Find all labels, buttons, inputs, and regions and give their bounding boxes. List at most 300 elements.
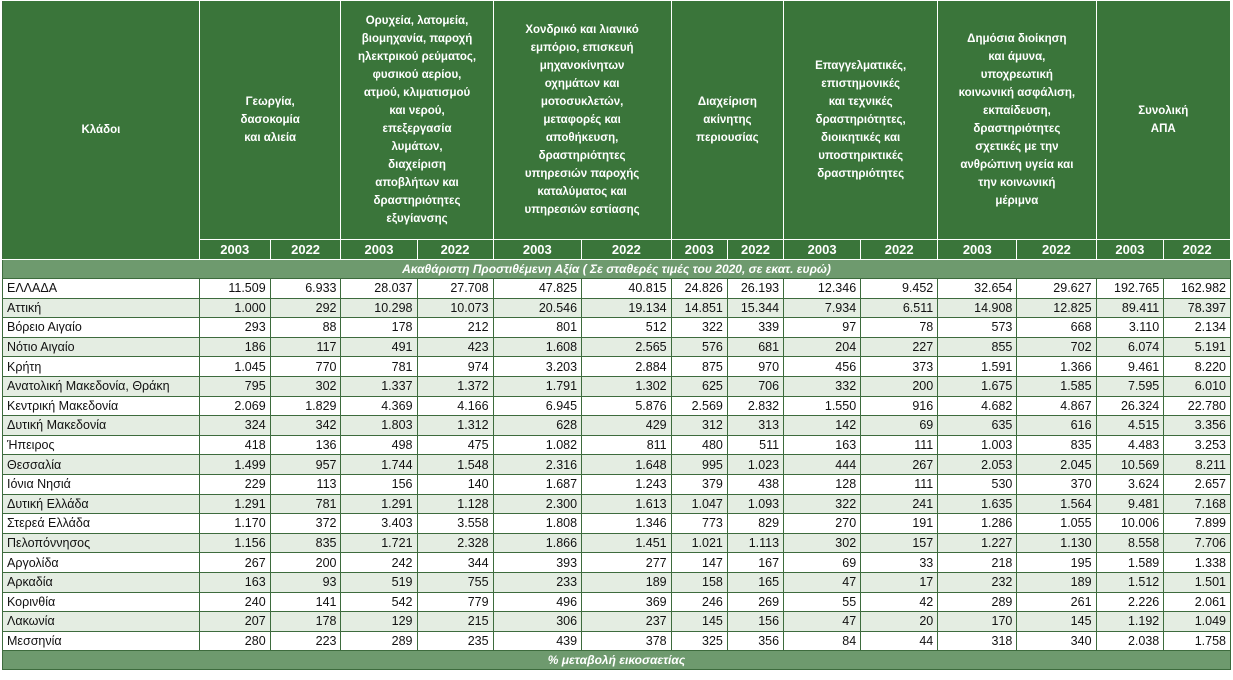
- value-cell: 157: [861, 533, 938, 553]
- table-row: [3, 298, 1231, 318]
- year-header: 2003: [671, 240, 727, 260]
- value-cell: 111: [861, 435, 938, 455]
- value-cell: 47: [784, 572, 861, 592]
- value-cell: 223: [270, 631, 341, 651]
- value-cell: 635: [938, 416, 1017, 436]
- band-title: Ακαθάριστη Προστιθέμενη Αξία ( Σε σταθερές τιμές του 2020, σε εκατ. ευρώ): [3, 260, 1231, 279]
- value-cell: 189: [582, 572, 672, 592]
- value-cell: 1.613: [582, 494, 672, 514]
- value-cell: 511: [727, 435, 783, 455]
- value-cell: 19.134: [582, 298, 672, 318]
- value-cell: 10.073: [417, 298, 493, 318]
- year-header: 2003: [341, 240, 417, 260]
- value-cell: 145: [671, 612, 727, 632]
- value-cell: 829: [727, 514, 783, 534]
- value-cell: 1.675: [938, 376, 1017, 396]
- value-cell: 342: [270, 416, 341, 436]
- table-row: [3, 592, 1231, 612]
- region-name: Δυτική Μακεδονία: [3, 416, 200, 436]
- value-cell: 801: [493, 318, 582, 338]
- value-cell: 12.346: [784, 279, 861, 299]
- value-cell: 811: [582, 435, 672, 455]
- value-cell: 15.344: [727, 298, 783, 318]
- region-name: Νότιο Αιγαίο: [3, 337, 200, 357]
- value-cell: 325: [671, 631, 727, 651]
- value-cell: 156: [341, 474, 417, 494]
- value-cell: 916: [861, 396, 938, 416]
- value-cell: 438: [727, 474, 783, 494]
- value-cell: 163: [784, 435, 861, 455]
- value-cell: 33: [861, 553, 938, 573]
- value-cell: 302: [784, 533, 861, 553]
- value-cell: 84: [784, 631, 861, 651]
- value-cell: 6.010: [1164, 376, 1231, 396]
- header-real-estate: Διαχείριση ακίνητης περιουσίας: [671, 1, 783, 240]
- year-header: 2022: [417, 240, 493, 260]
- value-cell: 8.558: [1096, 533, 1164, 553]
- value-cell: 1.000: [199, 298, 270, 318]
- year-header: 2022: [1164, 240, 1231, 260]
- value-cell: 8.211: [1164, 455, 1231, 475]
- value-cell: 192.765: [1096, 279, 1164, 299]
- region-name: Πελοπόννησος: [3, 533, 200, 553]
- value-cell: 681: [727, 337, 783, 357]
- table-row: [3, 455, 1231, 475]
- value-cell: 44: [861, 631, 938, 651]
- value-cell: 292: [270, 298, 341, 318]
- value-cell: 200: [270, 553, 341, 573]
- value-cell: 418: [199, 435, 270, 455]
- value-cell: 475: [417, 435, 493, 455]
- value-cell: 1.829: [270, 396, 341, 416]
- value-cell: 156: [727, 612, 783, 632]
- value-cell: 204: [784, 337, 861, 357]
- value-cell: 3.403: [341, 514, 417, 534]
- table-row: [3, 376, 1231, 396]
- value-cell: 1.312: [417, 416, 493, 436]
- table-row: [3, 416, 1231, 436]
- value-cell: 136: [270, 435, 341, 455]
- value-cell: 625: [671, 376, 727, 396]
- region-name: Δυτική Ελλάδα: [3, 494, 200, 514]
- header-industry: Ορυχεία, λατομεία, βιομηχανία, παροχή ηλεκτρικού ρεύματος, φυσικού αερίου, ατμού, κλιματισμού και νερού, επεξεργασία λυμάτων, διαχείριση αποβλήτων και δραστηριότητες εξυγίανσης: [341, 1, 493, 240]
- value-cell: 423: [417, 337, 493, 357]
- header-public: Δημόσια διοίκηση και άμυνα, υποχρεωτική κοινωνική ασφάλιση, εκπαίδευση, δραστηριότητες σχετικές με την ανθρώπινη υγεία και την κοινωνική μέριμνα: [938, 1, 1096, 240]
- region-name: Στερεά Ελλάδα: [3, 514, 200, 534]
- value-cell: 162.982: [1164, 279, 1231, 299]
- value-cell: 322: [671, 318, 727, 338]
- value-cell: 14.908: [938, 298, 1017, 318]
- value-cell: 78: [861, 318, 938, 338]
- table-row: [3, 631, 1231, 651]
- value-cell: 781: [270, 494, 341, 514]
- value-cell: 974: [417, 357, 493, 377]
- value-cell: 1.635: [938, 494, 1017, 514]
- value-cell: 393: [493, 553, 582, 573]
- value-cell: 186: [199, 337, 270, 357]
- region-name: Κρήτη: [3, 357, 200, 377]
- value-cell: 195: [1017, 553, 1096, 573]
- value-cell: 3.110: [1096, 318, 1164, 338]
- value-cell: 1.130: [1017, 533, 1096, 553]
- value-cell: 145: [1017, 612, 1096, 632]
- value-cell: 280: [199, 631, 270, 651]
- value-cell: 530: [938, 474, 1017, 494]
- value-cell: 17: [861, 572, 938, 592]
- value-cell: 1.585: [1017, 376, 1096, 396]
- value-cell: 2.316: [493, 455, 582, 475]
- value-cell: 3.624: [1096, 474, 1164, 494]
- table-row: [3, 514, 1231, 534]
- footer-band-title: % μεταβολή εικοσαετίας: [3, 651, 1231, 670]
- value-cell: 47: [784, 612, 861, 632]
- value-cell: 1.021: [671, 533, 727, 553]
- value-cell: 47.825: [493, 279, 582, 299]
- value-cell: 1.501: [1164, 572, 1231, 592]
- value-cell: 444: [784, 455, 861, 475]
- table-row: [3, 553, 1231, 573]
- value-cell: 1.346: [582, 514, 672, 534]
- value-cell: 668: [1017, 318, 1096, 338]
- year-header: 2003: [1096, 240, 1164, 260]
- value-cell: 14.851: [671, 298, 727, 318]
- value-cell: 141: [270, 592, 341, 612]
- value-cell: 24.826: [671, 279, 727, 299]
- value-cell: 313: [727, 416, 783, 436]
- value-cell: 1.093: [727, 494, 783, 514]
- value-cell: 267: [861, 455, 938, 475]
- value-cell: 2.061: [1164, 592, 1231, 612]
- value-cell: 7.934: [784, 298, 861, 318]
- value-cell: 356: [727, 631, 783, 651]
- value-cell: 5.876: [582, 396, 672, 416]
- value-cell: 995: [671, 455, 727, 475]
- value-cell: 1.243: [582, 474, 672, 494]
- value-cell: 229: [199, 474, 270, 494]
- year-header: 2022: [727, 240, 783, 260]
- value-cell: 322: [784, 494, 861, 514]
- value-cell: 170: [938, 612, 1017, 632]
- value-cell: 32.654: [938, 279, 1017, 299]
- value-cell: 117: [270, 337, 341, 357]
- table-row: [3, 435, 1231, 455]
- value-cell: 165: [727, 572, 783, 592]
- value-cell: 128: [784, 474, 861, 494]
- year-header: 2022: [861, 240, 938, 260]
- region-name: Λακωνία: [3, 612, 200, 632]
- table-row: [3, 612, 1231, 632]
- value-cell: 702: [1017, 337, 1096, 357]
- value-cell: 2.569: [671, 396, 727, 416]
- value-cell: 200: [861, 376, 938, 396]
- value-cell: 242: [341, 553, 417, 573]
- value-cell: 378: [582, 631, 672, 651]
- value-cell: 289: [938, 592, 1017, 612]
- value-cell: 332: [784, 376, 861, 396]
- value-cell: 1.721: [341, 533, 417, 553]
- value-cell: 370: [1017, 474, 1096, 494]
- value-cell: 480: [671, 435, 727, 455]
- value-cell: 491: [341, 337, 417, 357]
- value-cell: 55: [784, 592, 861, 612]
- value-cell: 1.286: [938, 514, 1017, 534]
- value-cell: 835: [270, 533, 341, 553]
- value-cell: 379: [671, 474, 727, 494]
- value-cell: 129: [341, 612, 417, 632]
- value-cell: 111: [861, 474, 938, 494]
- header-professional: Επαγγελματικές, επιστημονικές και τεχνικές δραστηριότητες, διοικητικές και υποστηρικτικές δραστηριότητες: [784, 1, 938, 240]
- year-header: 2022: [582, 240, 672, 260]
- value-cell: 1.156: [199, 533, 270, 553]
- value-cell: 340: [1017, 631, 1096, 651]
- value-cell: 167: [727, 553, 783, 573]
- value-cell: 4.515: [1096, 416, 1164, 436]
- value-cell: 2.069: [199, 396, 270, 416]
- value-cell: 277: [582, 553, 672, 573]
- value-cell: 212: [417, 318, 493, 338]
- value-cell: 1.451: [582, 533, 672, 553]
- value-cell: 4.867: [1017, 396, 1096, 416]
- value-cell: 1.648: [582, 455, 672, 475]
- table-row: [3, 337, 1231, 357]
- value-cell: 2.038: [1096, 631, 1164, 651]
- value-cell: 235: [417, 631, 493, 651]
- table-row: [3, 279, 1231, 299]
- value-cell: 26.324: [1096, 396, 1164, 416]
- value-cell: 140: [417, 474, 493, 494]
- value-cell: 6.933: [270, 279, 341, 299]
- value-cell: 1.055: [1017, 514, 1096, 534]
- region-name: Βόρειο Αιγαίο: [3, 318, 200, 338]
- value-cell: 1.866: [493, 533, 582, 553]
- value-cell: 770: [270, 357, 341, 377]
- value-cell: 189: [1017, 572, 1096, 592]
- table-row: [3, 357, 1231, 377]
- value-cell: 1.550: [784, 396, 861, 416]
- value-cell: 20: [861, 612, 938, 632]
- value-cell: 6.074: [1096, 337, 1164, 357]
- value-cell: 5.191: [1164, 337, 1231, 357]
- value-cell: 957: [270, 455, 341, 475]
- value-cell: 318: [938, 631, 1017, 651]
- value-cell: 795: [199, 376, 270, 396]
- value-cell: 542: [341, 592, 417, 612]
- value-cell: 6.511: [861, 298, 938, 318]
- value-cell: 496: [493, 592, 582, 612]
- value-cell: 142: [784, 416, 861, 436]
- value-cell: 7.595: [1096, 376, 1164, 396]
- value-cell: 875: [671, 357, 727, 377]
- value-cell: 755: [417, 572, 493, 592]
- region-name: Κορινθία: [3, 592, 200, 612]
- value-cell: 706: [727, 376, 783, 396]
- value-cell: 10.006: [1096, 514, 1164, 534]
- value-cell: 218: [938, 553, 1017, 573]
- value-cell: 227: [861, 337, 938, 357]
- value-cell: 3.356: [1164, 416, 1231, 436]
- region-name: Κεντρική Μακεδονία: [3, 396, 200, 416]
- region-name: Ήπειρος: [3, 435, 200, 455]
- value-cell: 233: [493, 572, 582, 592]
- region-name: ΕΛΛΑΔΑ: [3, 279, 200, 299]
- header-trade: Χονδρικό και λιανικό εμπόριο, επισκευή μηχανοκίνητων οχημάτων και μοτοσυκλετών, μεταφορές και αποθήκευση, δραστηριότητες υπηρεσιών παροχής καταλύματος και υπηρεσιών εστίασης: [493, 1, 671, 240]
- value-cell: 237: [582, 612, 672, 632]
- value-cell: 439: [493, 631, 582, 651]
- value-cell: 835: [1017, 435, 1096, 455]
- value-cell: 4.166: [417, 396, 493, 416]
- value-cell: 1.338: [1164, 553, 1231, 573]
- value-cell: 1.291: [199, 494, 270, 514]
- table-row: [3, 533, 1231, 553]
- value-cell: 289: [341, 631, 417, 651]
- value-cell: 1.758: [1164, 631, 1231, 651]
- table-row: [3, 494, 1231, 514]
- value-cell: 113: [270, 474, 341, 494]
- value-cell: 1.808: [493, 514, 582, 534]
- value-cell: 1.113: [727, 533, 783, 553]
- value-cell: 1.047: [671, 494, 727, 514]
- value-cell: 1.499: [199, 455, 270, 475]
- value-cell: 1.591: [938, 357, 1017, 377]
- table-row: [3, 572, 1231, 592]
- value-cell: 1.589: [1096, 553, 1164, 573]
- value-cell: 26.193: [727, 279, 783, 299]
- value-cell: 191: [861, 514, 938, 534]
- value-cell: 178: [270, 612, 341, 632]
- value-cell: 158: [671, 572, 727, 592]
- gva-table: [2, 0, 1231, 670]
- value-cell: 40.815: [582, 279, 672, 299]
- value-cell: 3.253: [1164, 435, 1231, 455]
- value-cell: 88: [270, 318, 341, 338]
- value-cell: 373: [861, 357, 938, 377]
- value-cell: 9.452: [861, 279, 938, 299]
- region-name: Μεσσηνία: [3, 631, 200, 651]
- value-cell: 267: [199, 553, 270, 573]
- value-cell: 3.203: [493, 357, 582, 377]
- year-header: 2003: [199, 240, 270, 260]
- value-cell: 241: [861, 494, 938, 514]
- value-cell: 97: [784, 318, 861, 338]
- value-cell: 2.053: [938, 455, 1017, 475]
- value-cell: 1.687: [493, 474, 582, 494]
- footer-band: [3, 651, 1231, 670]
- value-cell: 42: [861, 592, 938, 612]
- value-cell: 1.372: [417, 376, 493, 396]
- table-row: [3, 318, 1231, 338]
- category-header-row: [3, 1, 1231, 240]
- value-cell: 779: [417, 592, 493, 612]
- table-row: [3, 396, 1231, 416]
- value-cell: 11.509: [199, 279, 270, 299]
- value-cell: 7.168: [1164, 494, 1231, 514]
- year-header: 2003: [784, 240, 861, 260]
- value-cell: 2.134: [1164, 318, 1231, 338]
- value-cell: 456: [784, 357, 861, 377]
- value-cell: 28.037: [341, 279, 417, 299]
- value-cell: 970: [727, 357, 783, 377]
- value-cell: 1.128: [417, 494, 493, 514]
- section-band: [3, 260, 1231, 279]
- value-cell: 1.049: [1164, 612, 1231, 632]
- value-cell: 1.302: [582, 376, 672, 396]
- year-header: 2022: [270, 240, 341, 260]
- value-cell: 78.397: [1164, 298, 1231, 318]
- value-cell: 215: [417, 612, 493, 632]
- value-cell: 2.884: [582, 357, 672, 377]
- value-cell: 1.337: [341, 376, 417, 396]
- value-cell: 1.045: [199, 357, 270, 377]
- value-cell: 1.548: [417, 455, 493, 475]
- region-name: Αττική: [3, 298, 200, 318]
- value-cell: 2.657: [1164, 474, 1231, 494]
- value-cell: 89.411: [1096, 298, 1164, 318]
- value-cell: 628: [493, 416, 582, 436]
- value-cell: 324: [199, 416, 270, 436]
- value-cell: 573: [938, 318, 1017, 338]
- value-cell: 22.780: [1164, 396, 1231, 416]
- value-cell: 261: [1017, 592, 1096, 612]
- value-cell: 773: [671, 514, 727, 534]
- value-cell: 429: [582, 416, 672, 436]
- value-cell: 1.564: [1017, 494, 1096, 514]
- value-cell: 1.512: [1096, 572, 1164, 592]
- value-cell: 293: [199, 318, 270, 338]
- value-cell: 29.627: [1017, 279, 1096, 299]
- value-cell: 519: [341, 572, 417, 592]
- header-sectors: Κλάδοι: [3, 1, 200, 260]
- value-cell: 1.082: [493, 435, 582, 455]
- value-cell: 2.045: [1017, 455, 1096, 475]
- value-cell: 1.192: [1096, 612, 1164, 632]
- value-cell: 498: [341, 435, 417, 455]
- header-agriculture: Γεωργία, δασοκομία και αλιεία: [199, 1, 341, 240]
- value-cell: 7.706: [1164, 533, 1231, 553]
- value-cell: 2.328: [417, 533, 493, 553]
- value-cell: 9.481: [1096, 494, 1164, 514]
- year-header: 2022: [1017, 240, 1096, 260]
- value-cell: 616: [1017, 416, 1096, 436]
- year-header: 2003: [493, 240, 582, 260]
- value-cell: 9.461: [1096, 357, 1164, 377]
- value-cell: 1.170: [199, 514, 270, 534]
- value-cell: 312: [671, 416, 727, 436]
- region-name: Αρκαδία: [3, 572, 200, 592]
- value-cell: 10.298: [341, 298, 417, 318]
- value-cell: 270: [784, 514, 861, 534]
- value-cell: 93: [270, 572, 341, 592]
- value-cell: 306: [493, 612, 582, 632]
- value-cell: 27.708: [417, 279, 493, 299]
- value-cell: 7.899: [1164, 514, 1231, 534]
- value-cell: 512: [582, 318, 672, 338]
- value-cell: 4.483: [1096, 435, 1164, 455]
- value-cell: 6.945: [493, 396, 582, 416]
- value-cell: 10.569: [1096, 455, 1164, 475]
- value-cell: 1.227: [938, 533, 1017, 553]
- value-cell: 2.565: [582, 337, 672, 357]
- value-cell: 1.803: [341, 416, 417, 436]
- value-cell: 2.300: [493, 494, 582, 514]
- table-row: [3, 474, 1231, 494]
- value-cell: 20.546: [493, 298, 582, 318]
- value-cell: 1.744: [341, 455, 417, 475]
- year-header: 2003: [938, 240, 1017, 260]
- value-cell: 781: [341, 357, 417, 377]
- value-cell: 147: [671, 553, 727, 573]
- value-cell: 1.608: [493, 337, 582, 357]
- value-cell: 1.366: [1017, 357, 1096, 377]
